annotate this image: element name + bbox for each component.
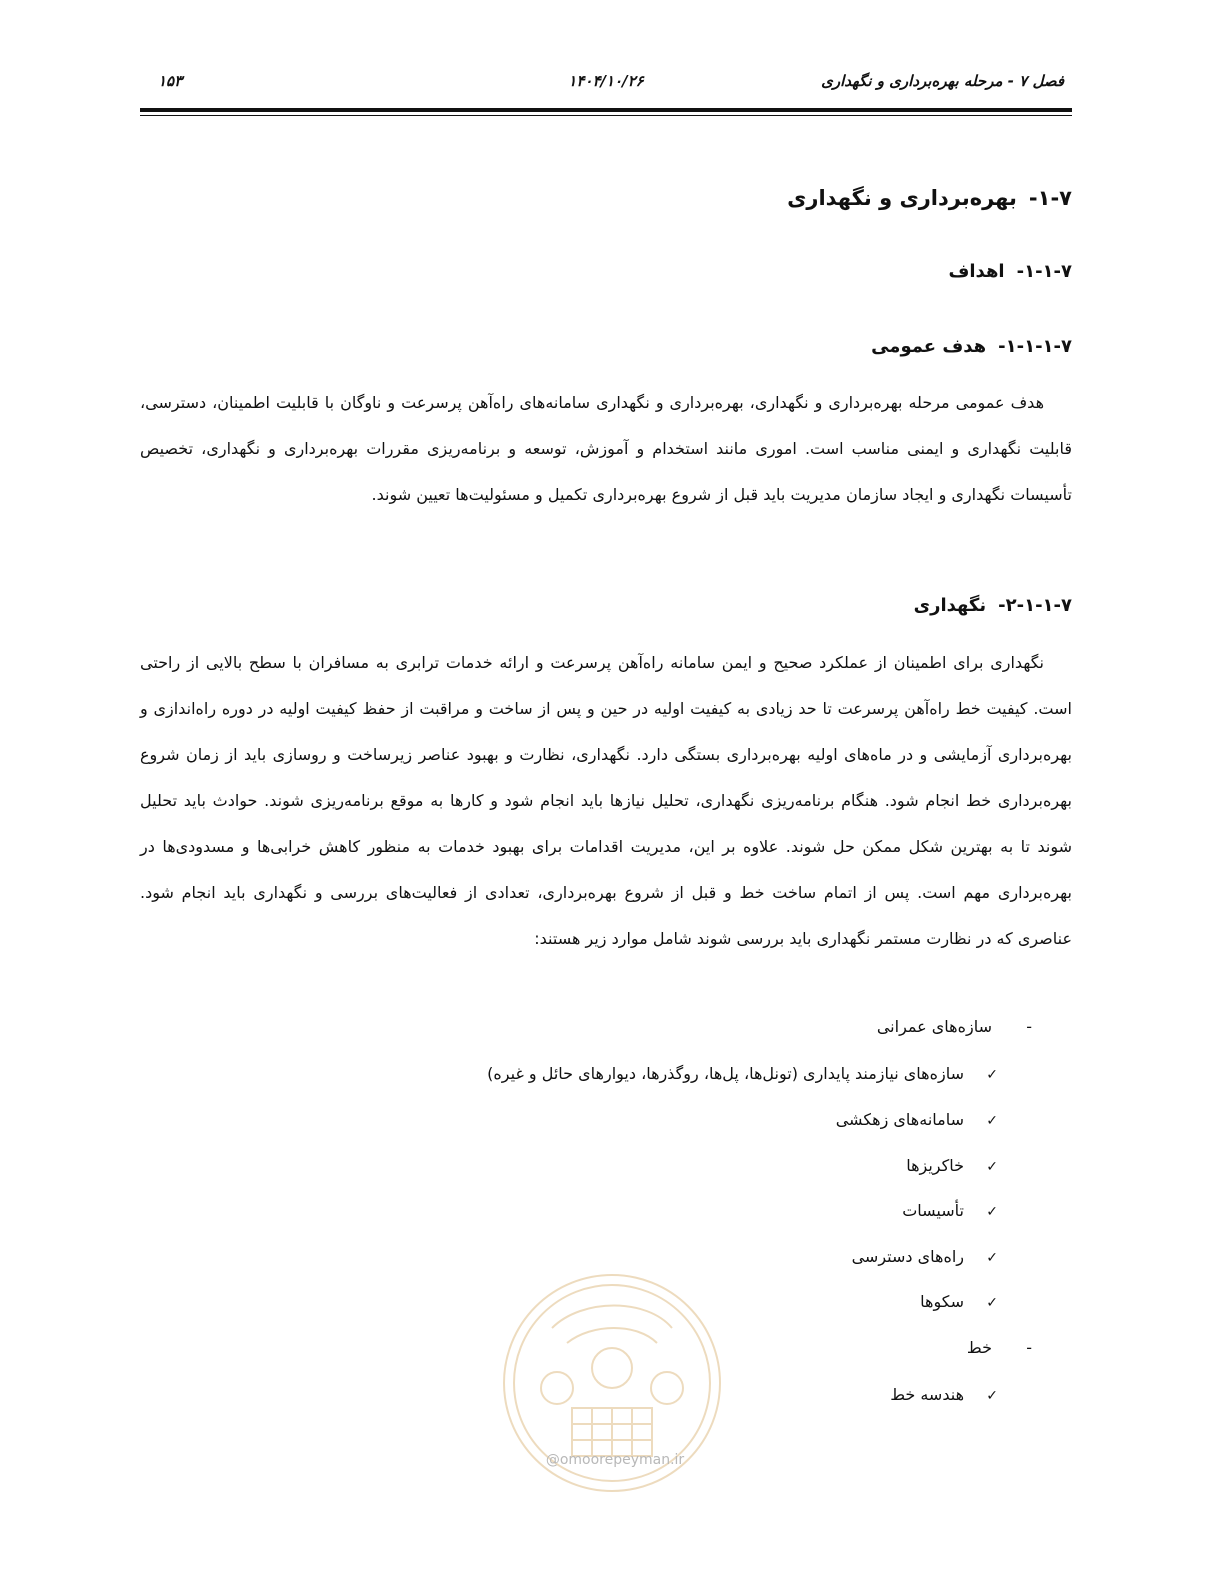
list-item: [902, 1201, 998, 1220]
list-item: [906, 1156, 998, 1175]
list-item-label: سامانه‌های زهکشی: [835, 1110, 964, 1129]
header-rule-thick: [140, 108, 1072, 112]
section-number: ۲-۱-۱-۷-: [998, 595, 1072, 616]
check-icon: ✓: [986, 1204, 998, 1220]
list-item: [487, 1064, 998, 1083]
list-group-track: [967, 1338, 1032, 1357]
dash-bullet: -: [1026, 1338, 1032, 1357]
list-item-label: هندسه خط: [890, 1385, 964, 1404]
list-group-label: خط: [966, 1338, 992, 1357]
page-header: [140, 72, 1072, 104]
list-item: [836, 1110, 998, 1129]
section-heading-1-1-2: [914, 595, 1072, 616]
header-date: ۱۴۰۴/۱۰/۲۶: [568, 72, 644, 90]
check-icon: ✓: [986, 1388, 998, 1404]
list-item: [852, 1247, 998, 1266]
list-item: [890, 1385, 998, 1404]
list-item: [920, 1292, 998, 1311]
header-rule-thin: [140, 115, 1072, 116]
check-icon: ✓: [986, 1295, 998, 1311]
section-number: ۱-۷-: [1028, 186, 1072, 210]
check-icon: ✓: [986, 1250, 998, 1266]
list-item-label: راه‌های دسترسی: [851, 1247, 964, 1266]
dash-bullet: -: [1026, 1017, 1032, 1036]
check-icon: ✓: [986, 1067, 998, 1083]
list-group-civil-structures: [877, 1017, 1032, 1036]
paragraph-text: نگهداری برای اطمینان از عملکرد صحیح و ایمن سامانه راه‌آهن پرسرعت و ارائه خدمات ترابری به مسافران با سطح بالایی از راحتی است. کیفیت خط راه‌آهن پرسرعت تا حد زیادی به کیفیت اولیه در حین و پس از ساخت و مراقبت از حفظ کیفیت اولیه در دوره راه‌اندازی و بهره‌برداری آزمایشی و در ماه‌های اولیه بهره‌برداری بستگی دارد. نگهداری، نظارت و بهبود عناصر زیرساخت و روسازی باید از زمان شروع بهره‌برداری خط انجام شود. هنگام برنامه‌ریزی نگهداری، تحلیل نیازها باید انجام شود و کارها به موقع برنامه‌ریزی شوند. حوادث باید تحلیل شوند تا به بهترین شکل ممکن حل شوند. علاوه بر این، مدیریت اقدامات برای بهبود خدمات به منظور کاهش خرابی‌ها و مسدودی‌ها در بهره‌برداری مهم است. پس از اتمام ساخت خط و قبل از شروع بهره‌برداری، تعدادی از فعالیت‌های بررسی و نگهداری باید انجام شود. عناصری که در نظارت مستمر نگهداری باید بررسی شوند شامل موارد زیر هستند:: [140, 653, 1072, 948]
paragraph-maintenance: [140, 640, 1072, 962]
section-number: ۱-۱-۷-: [1016, 261, 1072, 282]
list-item-label: سکوها: [920, 1292, 964, 1311]
paragraph-general-goal: [140, 380, 1072, 518]
section-title: هدف عمومی: [871, 336, 987, 357]
section-title: نگهداری: [913, 595, 987, 616]
section-title: بهره‌برداری و نگهداری: [787, 186, 1017, 210]
check-icon: ✓: [986, 1159, 998, 1175]
header-chapter-title: فصل ۷ - مرحله بهره‌برداری و نگهداری: [821, 72, 1064, 90]
list-item-label: تأسیسات: [902, 1201, 964, 1220]
list-item-label: سازه‌های نیازمند پایداری (تونل‌ها، پل‌ها، روگذرها، دیوارهای حائل و غیره): [487, 1064, 964, 1083]
section-heading-1-1-1: [871, 336, 1072, 357]
paragraph-text: هدف عمومی مرحله بهره‌برداری و نگهداری، بهره‌برداری و نگهداری سامانه‌های راه‌آهن پرسرعت و ناوگان با قابلیت اطمینان، دسترسی، قابلیت نگهداری و ایمنی مناسب است. اموری مانند استخدام و آموزش، توسعه و برنامه‌ریزی مقررات بهره‌برداری و نگهداری، تخصیص تأسیسات نگهداری و ایجاد سازمان مدیریت باید قبل از شروع بهره‌برداری تکمیل و مسئولیت‌ها تعیین شوند.: [140, 393, 1072, 504]
section-heading-1: [787, 186, 1072, 210]
check-icon: ✓: [986, 1113, 998, 1129]
list-group-label: سازه‌های عمرانی: [876, 1017, 992, 1036]
section-title: اهداف: [948, 261, 1005, 282]
section-heading-1-1: [948, 261, 1072, 282]
section-number: ۱-۱-۱-۷-: [998, 336, 1072, 357]
header-page-number: ۱۵۳: [158, 72, 183, 90]
watermark-site-text: @omoorepeyman.ir: [545, 1452, 685, 1468]
list-item-label: خاکریزها: [906, 1156, 964, 1175]
